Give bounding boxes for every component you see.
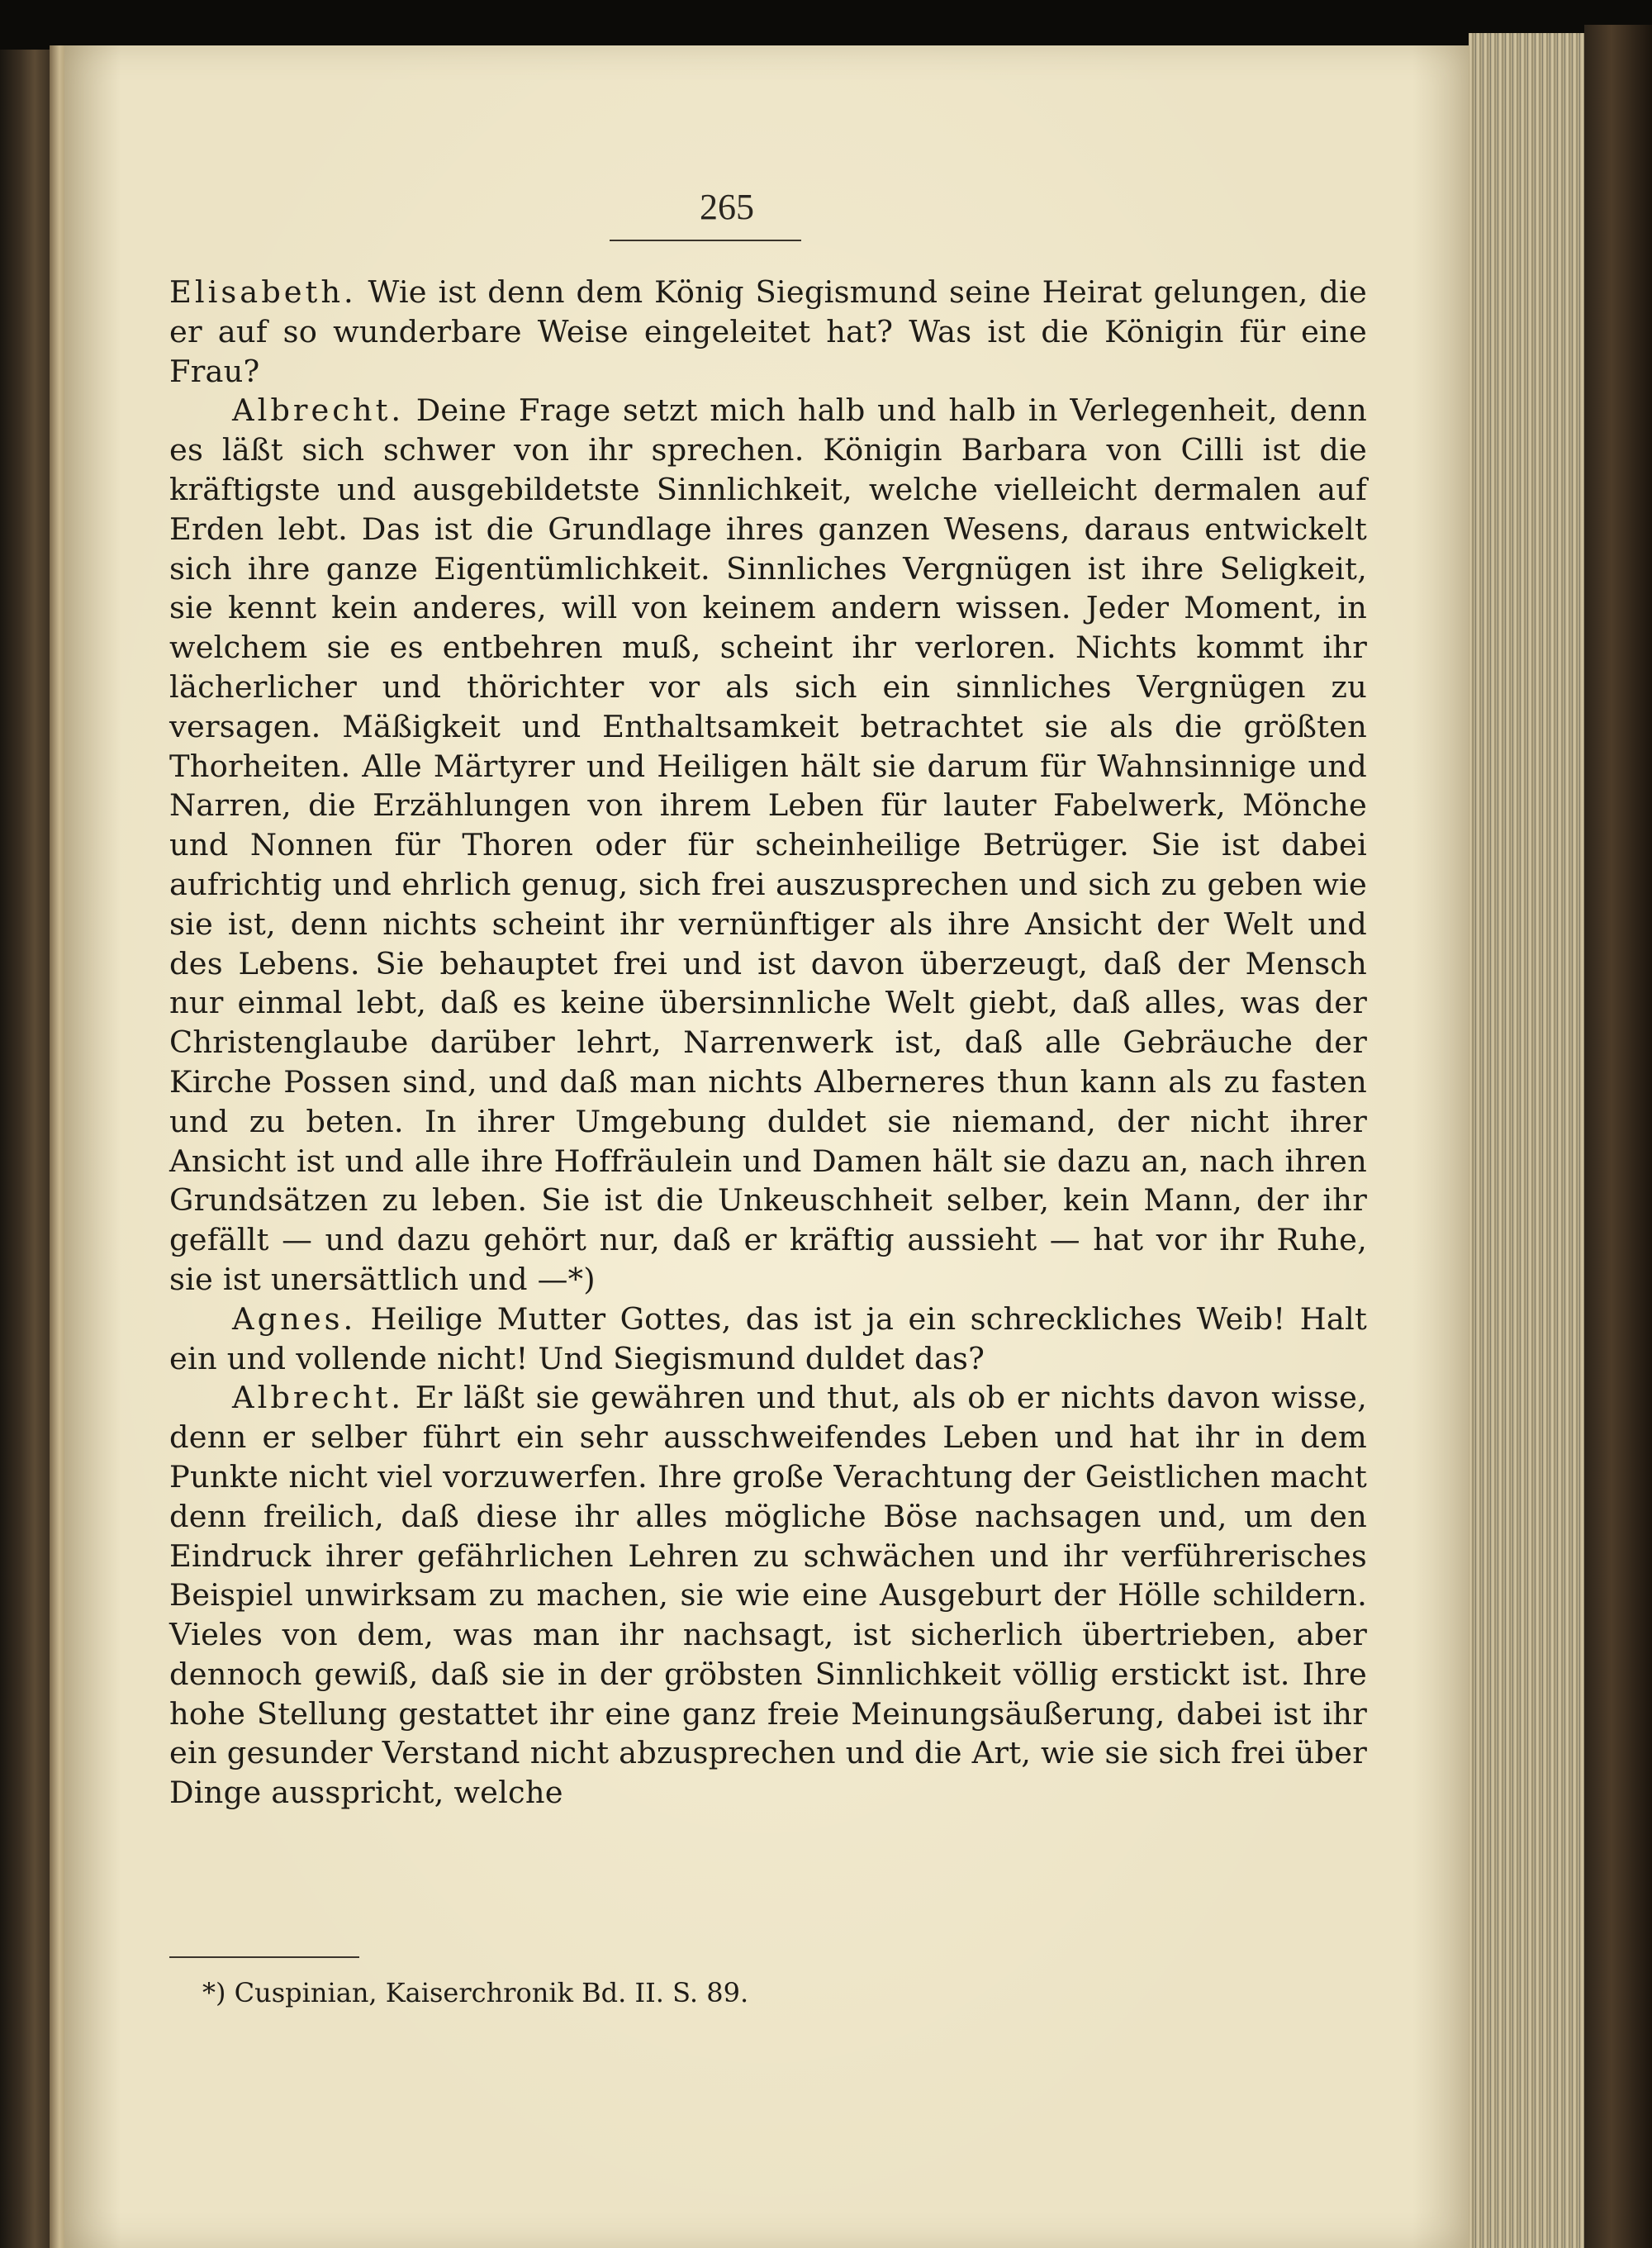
speaker-name: Agnes. [232, 1300, 357, 1337]
paragraph-elisabeth [169, 273, 1367, 391]
speaker-name: Elisabeth. [169, 274, 357, 310]
paragraph-text: Deine Frage setzt mich halb und halb in Verlegenheit, denn es läßt sich schwer von ihr sprechen. Königin Barbara von Cilli ist die kräftigste und ausgebildetste Sinnlichkeit, welche vielleicht dermalen auf Erden lebt. Das ist die Grundlage ihres ganzen Wesens, daraus entwickelt sich ihre ganze Eigentümlichkeit. Sinnliches Vergnügen ist ihre Seligkeit, sie kennt kein anderes, will von keinem andern wissen. Jeder Moment, in welchem sie es entbehren muß, scheint ihr verloren. Nichts kommt ihr lächerlicher und thörichter vor als sich ein sinnliches Vergnügen zu versagen. Mäßigkeit und Enthaltsamkeit betrachtet sie als die größten Thorheiten. Alle Märtyrer und Heiligen hält sie darum für Wahnsinnige und Narren, die Erzählungen von ihrem Leben für lauter Fabelwerk, Mönche und Nonnen für Thoren oder für scheinheilige Betrüger. Sie ist dabei aufrichtig und ehrlich genug, sich frei auszusprechen und sich zu geben wie sie ist, denn nichts scheint ihr vernünftiger als ihre Ansicht der Welt und des Lebens. Sie behauptet frei und ist davon überzeugt, daß der Mensch nur einmal lebt, daß es keine übersinnliche Welt giebt, daß alles, was der Christenglaube darüber lehrt, Narrenwerk ist, daß alle Gebräuche der Kirche Possen sind, und daß man nichts Alberneres thun kann als zu fasten und zu beten. In ihrer Umgebung duldet sie niemand, der nicht ihrer Ansicht ist und alle ihre Hoffräulein und Damen hält sie dazu an, nach ihren Grundsätzen zu leben. Sie ist die Unkeuschheit selber, kein Mann, der ihr gefällt — und dazu gehört nur, daß er kräftig aussieht — hat vor ihr Ruhe, sie ist unersättlich und —*) [169, 392, 1367, 1297]
speaker-name: Albrecht. [232, 392, 405, 429]
book-cover-edge [1584, 25, 1652, 2248]
paragraph-albrecht-2 [169, 1378, 1367, 1813]
speaker-name: Albrecht. [232, 1380, 405, 1416]
page-number: 265 [700, 187, 754, 227]
body-text [169, 273, 1367, 1813]
paragraph-text: Heilige Mutter Gottes, das ist ja ein schreckliches Weib! Halt ein und vollende nicht! Und Siegismund duldet das? [169, 1300, 1367, 1376]
footnote-rule [169, 1956, 359, 1958]
page-block-edge [1469, 33, 1584, 2248]
paragraph-agnes [169, 1300, 1367, 1379]
paragraph-text: Er läßt sie gewähren und thut, als ob er nichts davon wisse, denn er selber führt ein sehr ausschweifendes Leben und hat ihr in dem Punkte nicht viel vorzuwerfen. Ihre große Verachtung der Geistlichen macht denn freilich, daß diese ihr alles mögliche Böse nachsagen und, um den Eindruck ihrer gefährlichen Lehren zu schwächen und ihr verführerisches Beispiel unwirksam zu machen, sie wie eine Ausgeburt der Hölle schildern. Vieles von dem, was man ihr nachsagt, ist sicherlich übertrieben, aber dennoch gewiß, daß sie in der gröbsten Sinnlichkeit völlig erstickt ist. Ihre hohe Stellung gestattet ihr eine ganz freie Meinungsäußerung, dabei ist ihr ein gesunder Verstand nicht abzusprechen und die Art, wie sie sich frei über Dinge ausspricht, welche [169, 1380, 1367, 1811]
header-rule [610, 240, 801, 241]
paragraph-albrecht [169, 391, 1367, 1299]
paragraph-text: Wie ist denn dem König Siegismund seine Heirat gelungen, die er auf so wunderbare Weise eingeleitet hat? Was ist die Königin für eine Frau? [169, 274, 1367, 389]
footnote: *) Cuspinian, Kaiserchronik Bd. II. S. 89. [202, 1977, 749, 2008]
